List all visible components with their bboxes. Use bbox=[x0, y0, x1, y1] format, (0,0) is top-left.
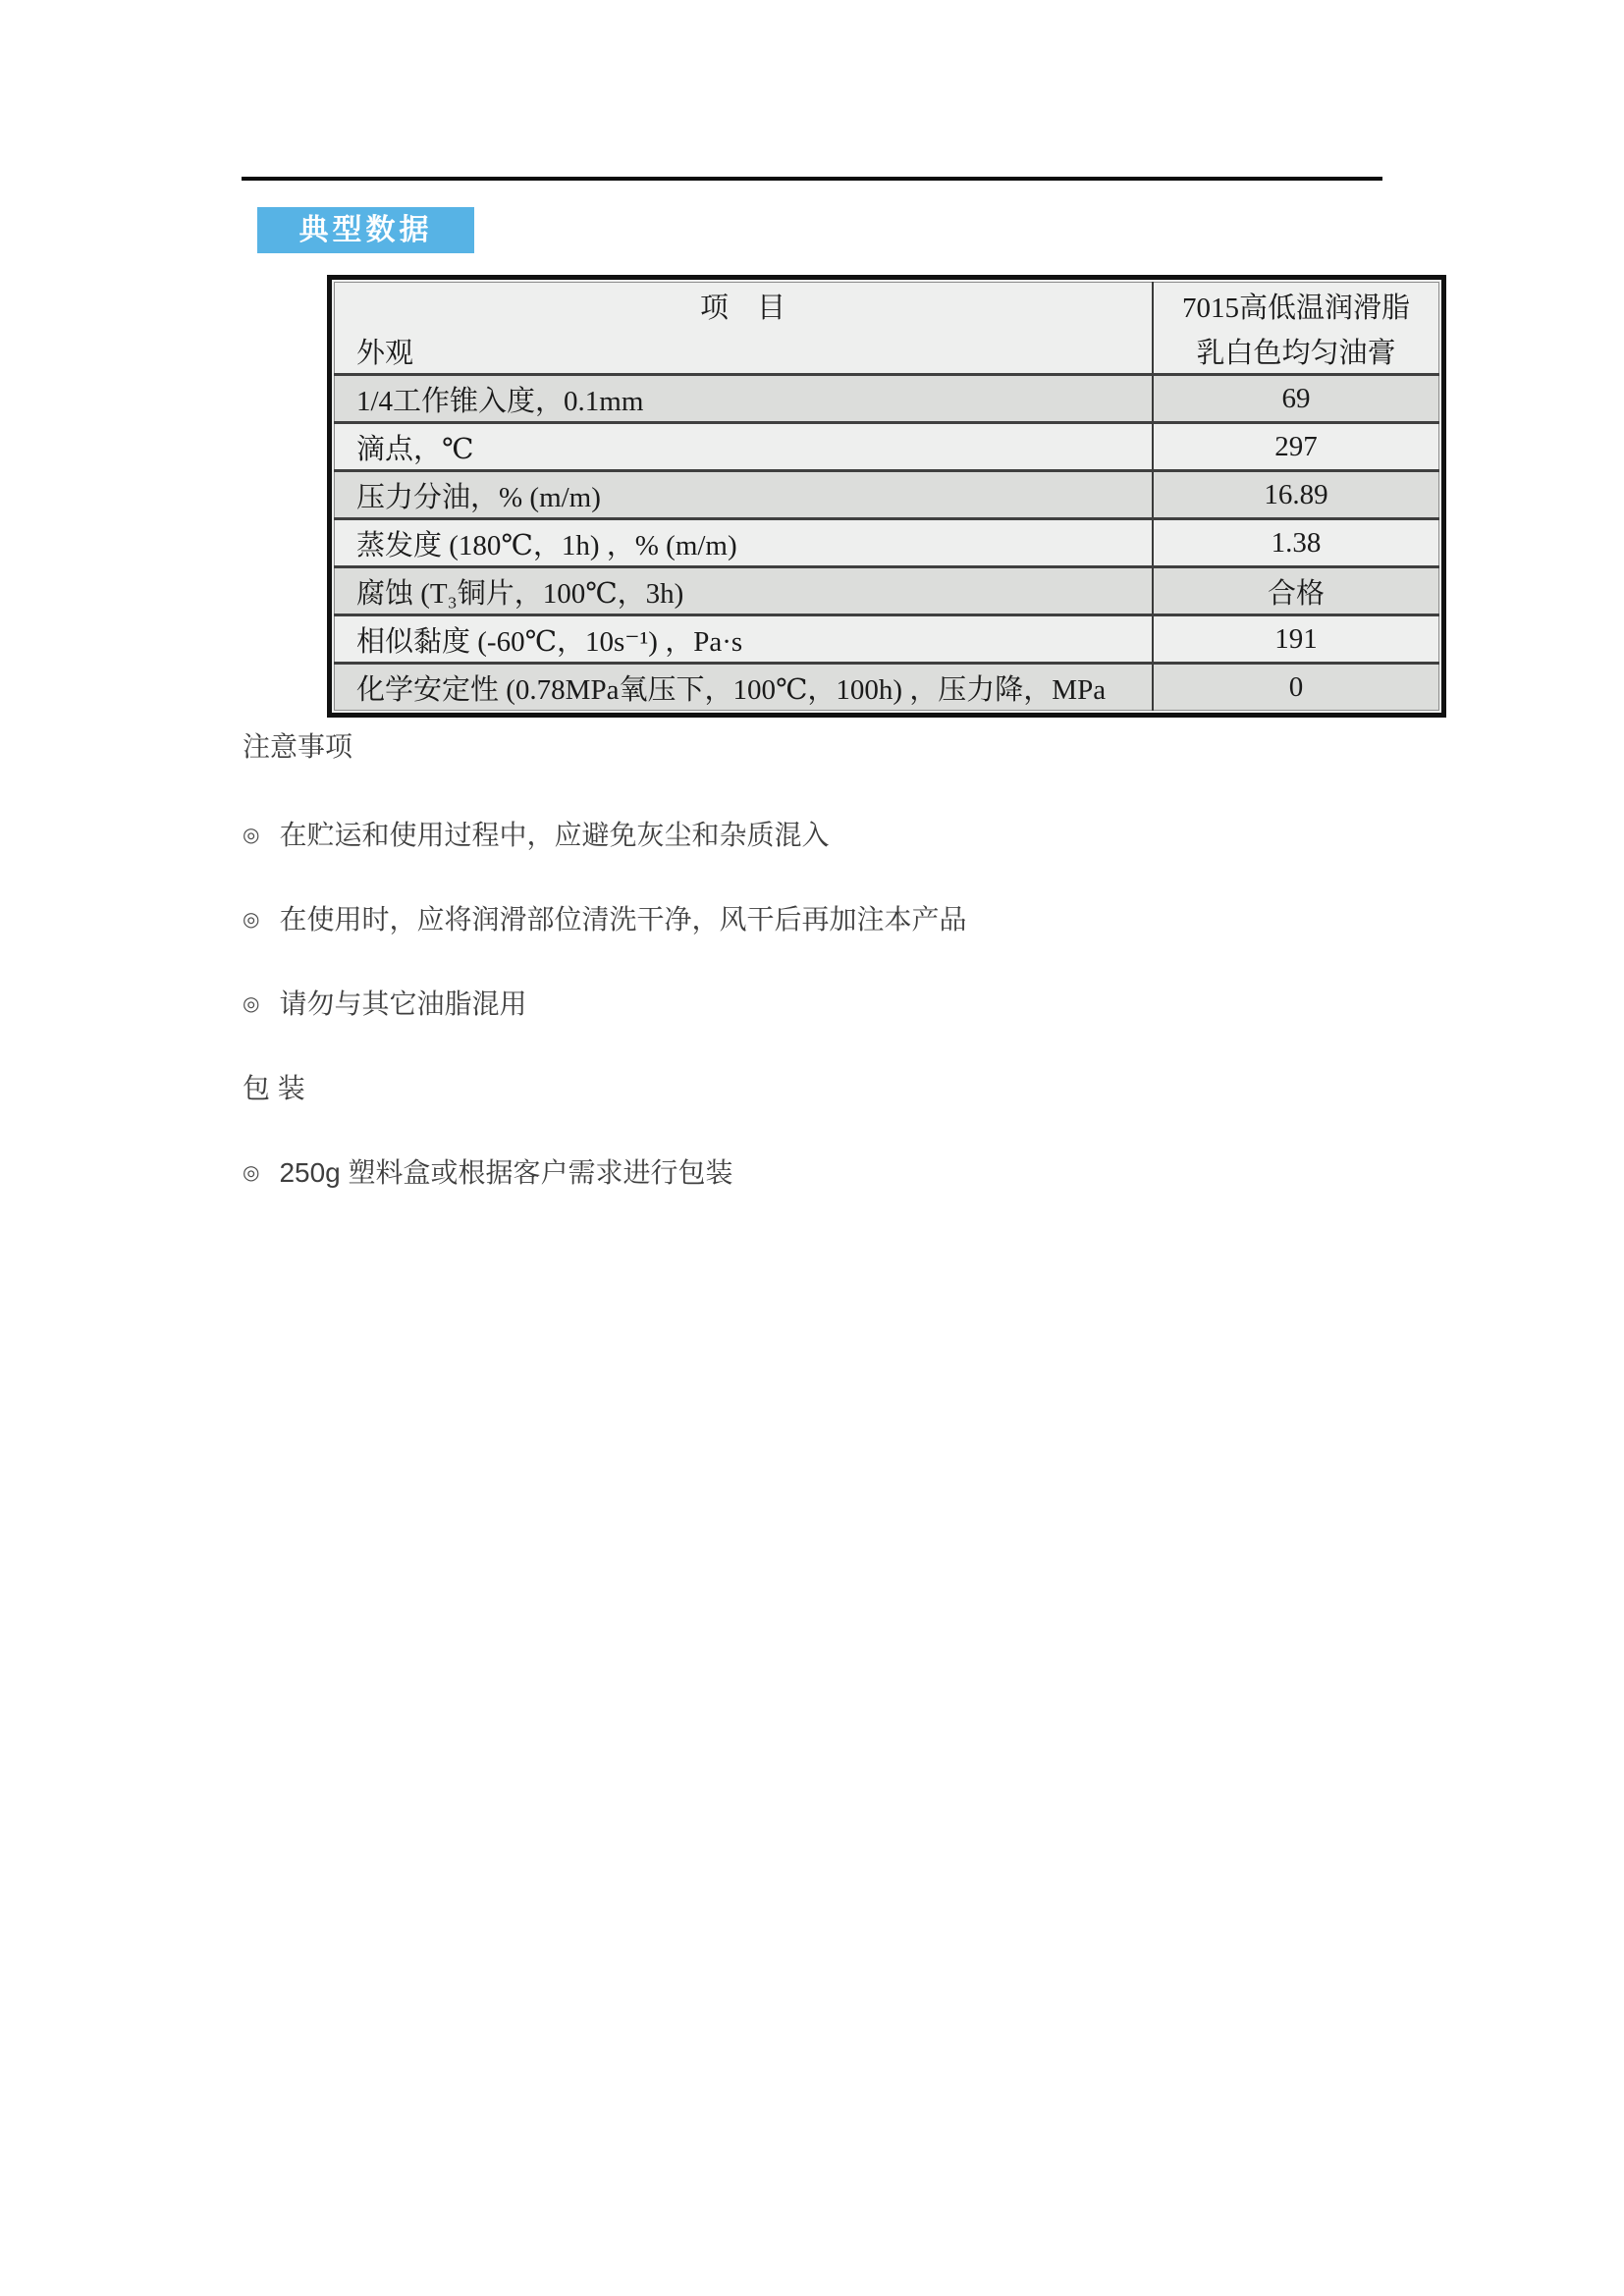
row-value: 乳白色均匀油膏 bbox=[1153, 328, 1439, 375]
packaging-item bbox=[243, 1156, 733, 1190]
row-label: 滴点，℃ bbox=[335, 423, 1154, 471]
note-item-text: 请勿与其它油脂混用 bbox=[279, 988, 527, 1019]
row-label: 腐蚀 (T₃铜片，100℃，3h) bbox=[335, 567, 1154, 615]
note-item-text: 在贮运和使用过程中，应避免灰尘和杂质混入 bbox=[279, 820, 830, 850]
note-item bbox=[243, 819, 829, 852]
typical-data-table bbox=[334, 282, 1439, 711]
row-label: 相似黏度 (-60℃，10s⁻¹) ，Pa·s bbox=[335, 615, 1154, 664]
table-row bbox=[335, 519, 1439, 567]
table-body bbox=[335, 328, 1439, 711]
note-item bbox=[243, 903, 966, 936]
packaging-item-text: 250g 塑料盒或根据客户需求进行包装 bbox=[279, 1157, 733, 1188]
row-value: 1.38 bbox=[1153, 519, 1439, 567]
table-row bbox=[335, 375, 1439, 423]
row-value: 16.89 bbox=[1153, 471, 1439, 519]
note-item-text: 在使用时，应将润滑部位清洗干净，风干后再加注本产品 bbox=[279, 904, 967, 934]
table-row bbox=[335, 328, 1439, 375]
bullseye-bullet-icon: ◎ bbox=[243, 1162, 260, 1184]
row-value: 合格 bbox=[1153, 567, 1439, 615]
row-value: 191 bbox=[1153, 615, 1439, 664]
section-badge-typical-data bbox=[257, 207, 474, 253]
bullseye-bullet-icon: ◎ bbox=[243, 909, 260, 931]
table-row bbox=[335, 664, 1439, 711]
packaging-heading: 包 装 bbox=[243, 1073, 305, 1103]
table-head bbox=[335, 283, 1439, 329]
section-badge-label: 典型数据 bbox=[298, 214, 433, 246]
row-label: 蒸发度 (180℃，1h) ，% (m/m) bbox=[335, 519, 1154, 567]
row-label: 化学安定性 (0.78MPa氧压下，100℃，100h) ，压力降，MPa bbox=[335, 664, 1154, 711]
table-row bbox=[335, 567, 1439, 615]
row-label: 压力分油，% (m/m) bbox=[335, 471, 1154, 519]
table-row bbox=[335, 471, 1439, 519]
table-header-row bbox=[335, 283, 1439, 329]
bullseye-bullet-icon: ◎ bbox=[243, 825, 260, 846]
typical-data-table-frame bbox=[327, 275, 1446, 718]
row-label: 1/4工作锥入度，0.1mm bbox=[335, 375, 1154, 423]
table-row bbox=[335, 615, 1439, 664]
row-label: 外观 bbox=[335, 328, 1154, 375]
bullseye-bullet-icon: ◎ bbox=[243, 993, 260, 1015]
top-horizontal-rule bbox=[242, 177, 1382, 181]
row-value: 69 bbox=[1153, 375, 1439, 423]
row-value: 297 bbox=[1153, 423, 1439, 471]
notes-heading: 注意事项 bbox=[243, 731, 353, 762]
header-cell-item: 项 目 bbox=[335, 283, 1154, 329]
header-cell-product: 7015高低温润滑脂 bbox=[1153, 283, 1439, 329]
note-item bbox=[243, 988, 526, 1021]
table-row bbox=[335, 423, 1439, 471]
row-value: 0 bbox=[1153, 664, 1439, 711]
